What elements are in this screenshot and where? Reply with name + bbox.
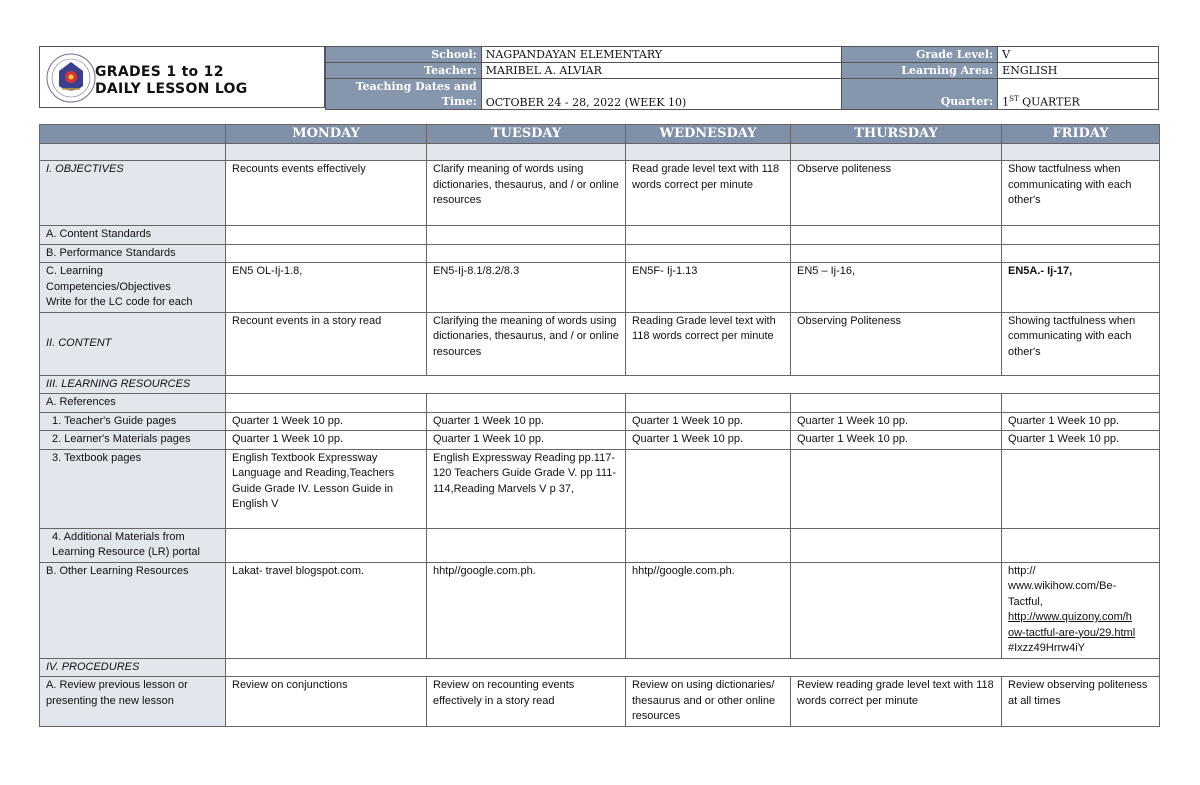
review-friday: Review observing politeness at all times [1002,677,1160,727]
content-standards-row [40,226,1160,245]
teachers-guide-row [40,412,1160,431]
quarter-value: 1ST QUARTER [998,79,1159,110]
grade-level-value: V [998,47,1159,63]
teacher-label: Teacher: [326,63,482,79]
school-label: School: [326,47,482,63]
row-label-teachers-guide: 1. Teacher's Guide pages [40,412,226,431]
row-label-references: A. References [40,394,226,413]
review-monday: Review on conjunctions [226,677,427,727]
textbook-monday: English Textbook Expressway Language and Reading,Teachers Guide Grade IV. Lesson Guide in English V [226,449,427,528]
competency-friday: EN5A.- Ij-17, [1002,263,1160,313]
performance-standards-row [40,244,1160,263]
row-label-learners-materials: 2. Learner's Materials pages [40,431,226,450]
review-tuesday: Review on recounting events effectively in a story read [427,677,626,727]
other-resources-row [40,562,1160,658]
row-label-textbook: 3. Textbook pages [40,449,226,528]
lm-wednesday: Quarter 1 Week 10 pp. [626,431,791,450]
title-line-1: GRADES 1 to 12 [95,64,224,80]
textbook-row [40,449,1160,528]
review-thursday: Review reading grade level text with 118 words correct per minute [791,677,1002,727]
other-monday: Lakat- travel blogspot.com. [226,562,427,658]
textbook-tuesday: English Expressway Reading pp.117-120 Teachers Guide Grade V. pp 111-114,Reading Marvels V p 37, [427,449,626,528]
daily-lesson-log-table [39,124,1160,727]
title-line-2: DAILY LESSON LOG [95,81,248,97]
additional-materials-row [40,528,1160,562]
review-row [40,677,1160,727]
teacher-value: MARIBEL A. ALVIAR [481,63,842,79]
tg-tuesday: Quarter 1 Week 10 pp. [427,412,626,431]
content-thursday: Observing Politeness [791,312,1002,375]
lm-tuesday: Quarter 1 Week 10 pp. [427,431,626,450]
competencies-row [40,263,1160,313]
school-value: NAGPANDAYAN ELEMENTARY [481,47,842,63]
other-wednesday: hhtp//google.com.ph. [626,562,791,658]
quarter-label: Quarter: [842,79,998,110]
objectives-tuesday: Clarify meaning of words using dictionaries, thesaurus, and / or online resources [427,161,626,226]
row-label-content-standards: A. Content Standards [40,226,226,245]
day-monday: MONDAY [226,125,427,144]
row-label-performance-standards: B. Performance Standards [40,244,226,263]
content-row [40,312,1160,375]
other-thursday [791,562,1002,658]
lm-friday: Quarter 1 Week 10 pp. [1002,431,1160,450]
day-wednesday: WEDNESDAY [626,125,791,144]
day-header-row [40,125,1160,144]
references-row [40,394,1160,413]
learning-area-label: Learning Area: [842,63,998,79]
teaching-dates-value: OCTOBER 24 - 28, 2022 (WEEK 10) [481,79,842,110]
day-friday: FRIDAY [1002,125,1160,144]
objectives-row [40,161,1160,226]
lesson-log-header [39,46,1159,108]
deped-seal-icon [46,53,96,103]
school-info-table [325,46,1159,110]
row-label-objectives: I. OBJECTIVES [40,161,226,226]
row-label-review: A. Review previous lesson or presenting the new lesson [40,677,226,727]
tg-wednesday: Quarter 1 Week 10 pp. [626,412,791,431]
content-friday: Showing tactfulness when communicating with each other's [1002,312,1160,375]
content-wednesday: Reading Grade level text with 118 words correct per minute [626,312,791,375]
other-friday: http:// www.wikihow.com/Be- Tactful, http://www.quizony.com/h ow-tactful-are-you/29.html #Ixzz49Hrrw4iY [1002,562,1160,658]
objectives-friday: Show tactfulness when communicating with each other's [1002,161,1160,226]
title-box [39,46,325,108]
content-tuesday: Clarifying the meaning of words using dictionaries, thesaurus, and / or online resources [427,312,626,375]
row-label-other-resources: B. Other Learning Resources [40,562,226,658]
procedures-row [40,658,1160,677]
tg-friday: Quarter 1 Week 10 pp. [1002,412,1160,431]
row-label-content: II. CONTENT [40,312,226,375]
objectives-thursday: Observe politeness [791,161,1002,226]
tg-thursday: Quarter 1 Week 10 pp. [791,412,1002,431]
competency-thursday: EN5 – Ij-16, [791,263,1002,313]
textbook-thursday [791,449,1002,528]
lm-thursday: Quarter 1 Week 10 pp. [791,431,1002,450]
day-thursday: THURSDAY [791,125,1002,144]
objectives-monday: Recounts events effectively [226,161,427,226]
textbook-wednesday [626,449,791,528]
objectives-wednesday: Read grade level text with 118 words correct per minute [626,161,791,226]
competency-wednesday: EN5F- Ij-1.13 [626,263,791,313]
spacer-row [40,144,1160,161]
review-wednesday: Review on using dictionaries/ thesaurus and or other online resources [626,677,791,727]
row-label-learning-resources: III. LEARNING RESOURCES [40,375,226,394]
lm-monday: Quarter 1 Week 10 pp. [226,431,427,450]
teaching-dates-label: Teaching Dates and Time: [326,79,482,110]
competency-tuesday: EN5-Ij-8.1/8.2/8.3 [427,263,626,313]
row-label-procedures: IV. PROCEDURES [40,658,226,677]
corner-cell [40,125,226,144]
row-label-additional-materials: 4. Additional Materials from Learning Resource (LR) portal [40,528,226,562]
content-monday: Recount events in a story read [226,312,427,375]
other-tuesday: hhtp//google.com.ph. [427,562,626,658]
row-label-competencies: C. Learning Competencies/Objectives Write for the LC code for each [40,263,226,313]
grade-level-label: Grade Level: [842,47,998,63]
day-tuesday: TUESDAY [427,125,626,144]
quizony-link[interactable]: http://www.quizony.com/h [1008,611,1132,623]
learning-area-value: ENGLISH [998,63,1159,79]
tg-monday: Quarter 1 Week 10 pp. [226,412,427,431]
competency-monday: EN5 OL-Ij-1.8, [226,263,427,313]
learning-resources-row [40,375,1160,394]
quizony-link-cont[interactable]: ow-tactful-are-you/29.html [1008,626,1136,639]
textbook-friday [1002,449,1160,528]
learners-materials-row [40,431,1160,450]
